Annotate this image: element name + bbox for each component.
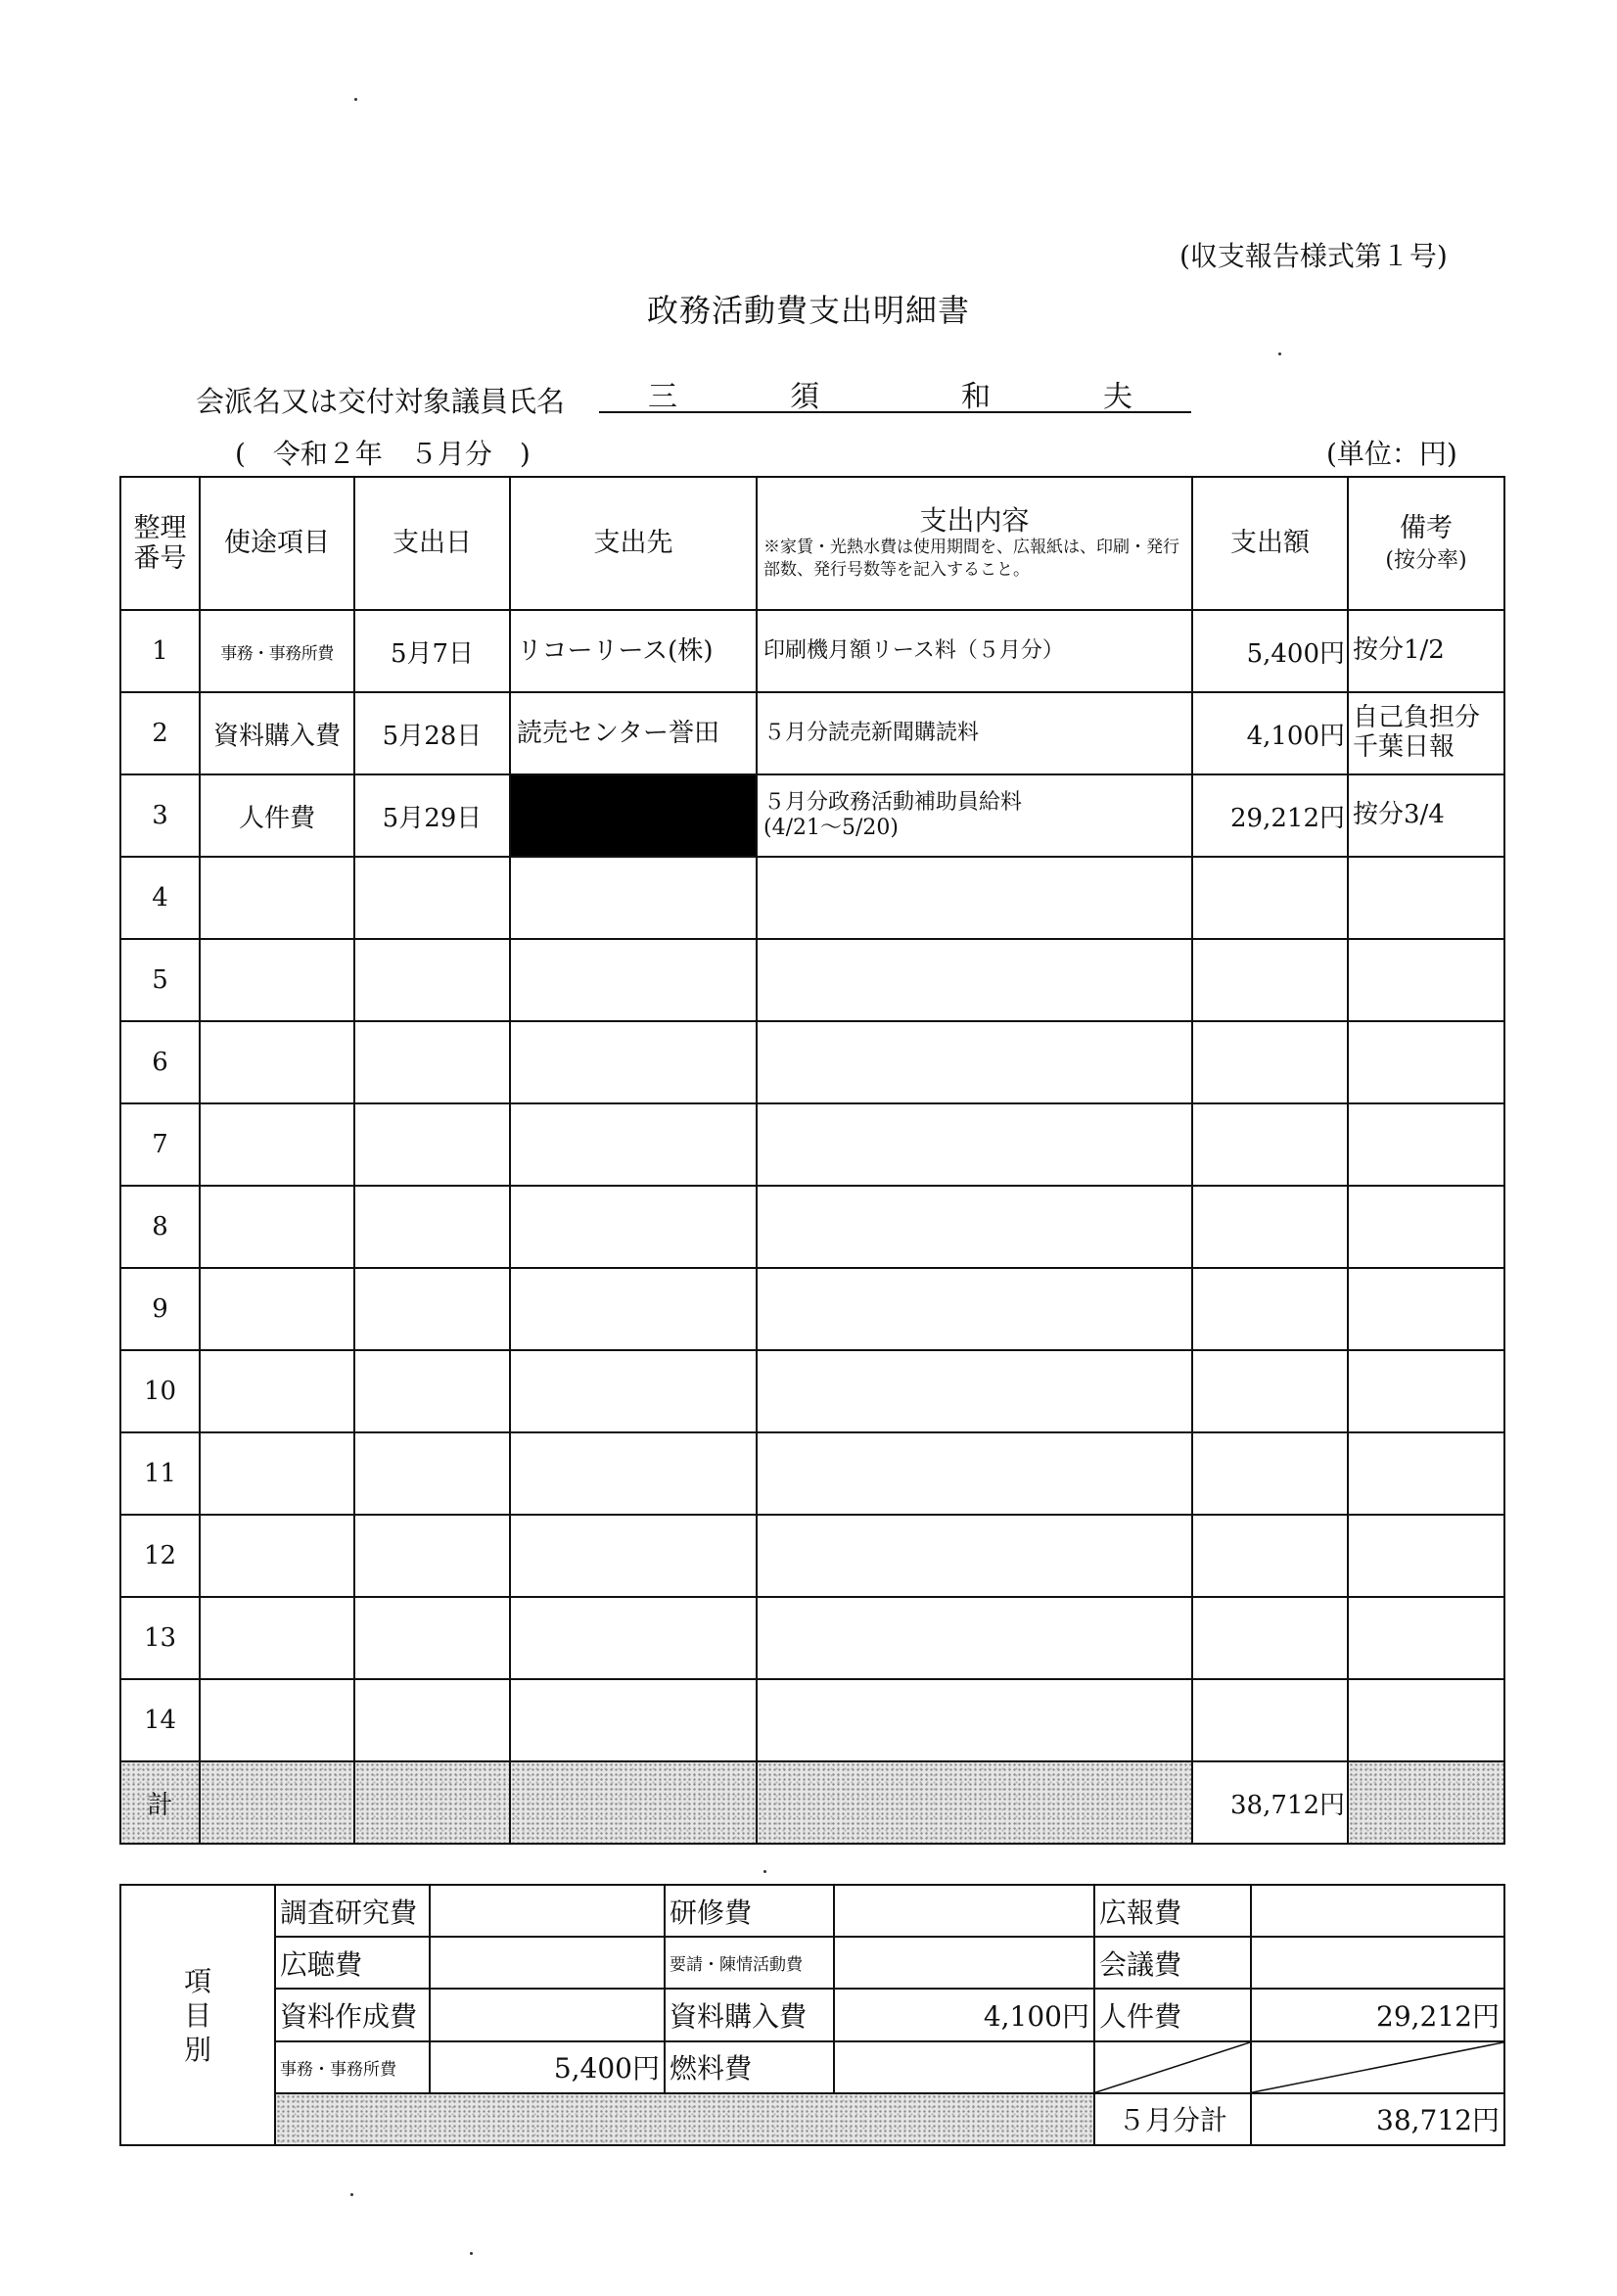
cell-no: 12 — [120, 1515, 200, 1597]
cell-detail-line: ５月分読売新聞購読料 — [763, 720, 980, 745]
table-row — [120, 1515, 1504, 1597]
cell-use: 資料購入費 — [200, 692, 354, 774]
table-row — [120, 1432, 1504, 1515]
cell-use — [200, 1186, 354, 1268]
cell-date — [354, 1432, 510, 1515]
cell-payee — [510, 857, 757, 939]
cell-date: 5月29日 — [354, 774, 510, 857]
cell-note — [1348, 857, 1504, 939]
member-name-char: 須 — [790, 380, 819, 414]
cell-detail-line: ５月分政務活動補助員給料 — [763, 789, 1023, 815]
cell-payee — [510, 1350, 757, 1432]
member-name — [599, 372, 1191, 413]
form-number: (収支報告様式第１号) — [1179, 240, 1448, 272]
summary-value-meeting — [1251, 1937, 1504, 1989]
cell-date — [354, 1679, 510, 1761]
cell-payee: 読売センター誉田 — [510, 692, 757, 774]
cell-date: 5月7日 — [354, 610, 510, 692]
header-use: 使途項目 — [200, 477, 354, 610]
table-row — [120, 1350, 1504, 1432]
summary-value-research — [430, 1885, 665, 1937]
shaded-cell — [354, 1761, 510, 1844]
struck-cell — [1094, 2041, 1251, 2093]
cell-no: 3 — [120, 774, 200, 857]
cell-amount — [1192, 1515, 1348, 1597]
diagonal-strike — [1095, 2042, 1250, 2092]
cell-payee — [510, 1268, 757, 1350]
scan-speck — [470, 2252, 473, 2255]
cell-use: 事務・事務所費 — [200, 610, 354, 692]
cell-detail — [757, 1515, 1192, 1597]
cell-amount: 4,100円 — [1192, 692, 1348, 774]
scan-speck — [354, 98, 357, 101]
cell-note — [1348, 1268, 1504, 1350]
cell-no: 8 — [120, 1186, 200, 1268]
summary-value-document-creation — [430, 1989, 665, 2040]
cell-use — [200, 1103, 354, 1186]
scan-speck — [350, 2193, 353, 2196]
cell-date — [354, 1515, 510, 1597]
table-row — [120, 610, 1504, 692]
cell-payee — [510, 1103, 757, 1186]
summary-value-document-purchase: 4,100円 — [834, 1989, 1094, 2040]
cell-use — [200, 1679, 354, 1761]
cell-amount — [1192, 1186, 1348, 1268]
cell-payee — [510, 939, 757, 1021]
shaded-cell — [200, 1761, 354, 1844]
total-label: 計 — [120, 1761, 200, 1844]
cell-detail — [757, 692, 1192, 774]
header-detail — [757, 477, 1192, 610]
cell-no: 7 — [120, 1103, 200, 1186]
scan-speck — [763, 1870, 766, 1873]
summary-value-petition — [834, 1937, 1094, 1989]
summary-label-fuel: 燃料費 — [665, 2041, 834, 2093]
summary-label-office: 事務・事務所費 — [275, 2041, 430, 2093]
summary-value-public-relations — [1251, 1885, 1504, 1937]
monthly-total-value: 38,712円 — [1251, 2093, 1504, 2145]
cell-detail — [757, 610, 1192, 692]
summary-label-meeting: 会議費 — [1094, 1937, 1251, 1989]
header-note-title: 備考 — [1400, 512, 1453, 543]
cell-amount — [1192, 1679, 1348, 1761]
cell-date — [354, 1350, 510, 1432]
cell-date — [354, 1268, 510, 1350]
cell-amount — [1192, 1021, 1348, 1103]
summary-value-hearing — [430, 1937, 665, 1989]
summary-label-research: 調査研究費 — [275, 1885, 430, 1937]
cell-no: 1 — [120, 610, 200, 692]
cell-payee — [510, 1021, 757, 1103]
struck-cell — [1251, 2041, 1504, 2093]
cell-payee — [510, 1679, 757, 1761]
cell-no: 4 — [120, 857, 200, 939]
cell-note: 按分3/4 — [1348, 774, 1504, 857]
cell-no: 6 — [120, 1021, 200, 1103]
cell-detail — [757, 1268, 1192, 1350]
cell-detail — [757, 1350, 1192, 1432]
summary-label-training: 研修費 — [665, 1885, 834, 1937]
cell-use — [200, 1515, 354, 1597]
cell-no: 10 — [120, 1350, 200, 1432]
payee-redacted — [510, 774, 757, 857]
cell-note — [1348, 1186, 1504, 1268]
cell-amount — [1192, 1103, 1348, 1186]
cell-use — [200, 1432, 354, 1515]
cell-use — [200, 1597, 354, 1679]
summary-label-document-creation: 資料作成費 — [275, 1989, 430, 2040]
cell-amount — [1192, 857, 1348, 939]
cell-use — [200, 857, 354, 939]
cell-date — [354, 1103, 510, 1186]
total-amount: 38,712円 — [1192, 1761, 1348, 1844]
scan-speck — [1278, 352, 1281, 355]
summary-label-personnel: 人件費 — [1094, 1989, 1251, 2040]
cell-no: 14 — [120, 1679, 200, 1761]
table-header-row — [120, 477, 1504, 610]
cell-use — [200, 1350, 354, 1432]
header-note-sub: (按分率) — [1385, 548, 1467, 573]
monthly-total-label: ５月分計 — [1094, 2093, 1251, 2145]
cell-no: 9 — [120, 1268, 200, 1350]
cell-amount — [1192, 1350, 1348, 1432]
cell-date — [354, 1021, 510, 1103]
cell-note: 按分1/2 — [1348, 610, 1504, 692]
cell-detail — [757, 774, 1192, 857]
cell-date — [354, 1597, 510, 1679]
cell-detail — [757, 939, 1192, 1021]
table-row — [120, 1268, 1504, 1350]
cell-amount: 5,400円 — [1192, 610, 1348, 692]
table-row — [120, 1597, 1504, 1679]
cell-note: 自己負担分千葉日報 — [1348, 692, 1504, 774]
cell-amount — [1192, 1597, 1348, 1679]
cell-use — [200, 939, 354, 1021]
cell-note — [1348, 1021, 1504, 1103]
cell-use: 人件費 — [200, 774, 354, 857]
document-title: 政務活動費支出明細書 — [646, 292, 970, 329]
header-amount: 支出額 — [1192, 477, 1348, 610]
summary-value-personnel: 29,212円 — [1251, 1989, 1504, 2040]
cell-payee — [510, 1186, 757, 1268]
header-detail-title: 支出内容 — [919, 503, 1030, 537]
cell-amount — [1192, 1268, 1348, 1350]
cell-amount — [1192, 1432, 1348, 1515]
shaded-cell — [757, 1761, 1192, 1844]
cell-note — [1348, 1432, 1504, 1515]
expense-detail-table — [119, 476, 1503, 1835]
table-row — [120, 857, 1504, 939]
summary-label-public-relations: 広報費 — [1094, 1885, 1251, 1937]
diagonal-strike — [1252, 2042, 1503, 2092]
cell-detail — [757, 1432, 1192, 1515]
summary-value-training — [834, 1885, 1094, 1937]
table-row — [120, 1186, 1504, 1268]
header-payee: 支出先 — [510, 477, 757, 610]
table-row — [120, 774, 1504, 857]
cell-use — [200, 1268, 354, 1350]
cell-amount — [1192, 939, 1348, 1021]
header-note — [1348, 477, 1504, 610]
cell-note — [1348, 1515, 1504, 1597]
cell-payee — [510, 1432, 757, 1515]
member-label: 会派名又は交付対象議員氏名 — [196, 385, 566, 418]
summary-label-document-purchase: 資料購入費 — [665, 1989, 834, 2040]
cell-payee: リコーリース(株) — [510, 610, 757, 692]
summary-value-office: 5,400円 — [430, 2041, 665, 2093]
cell-detail — [757, 1103, 1192, 1186]
cell-detail — [757, 857, 1192, 939]
cell-detail-line: 印刷機月額リース料（５月分） — [763, 637, 1064, 663]
member-name-char: 三 — [648, 380, 677, 414]
cell-payee — [510, 1515, 757, 1597]
summary-value-fuel — [834, 2041, 1094, 2093]
cell-date — [354, 1186, 510, 1268]
shaded-cell — [1348, 1761, 1504, 1844]
cell-no: 11 — [120, 1432, 200, 1515]
cell-detail — [757, 1186, 1192, 1268]
shaded-cell — [510, 1761, 757, 1844]
cell-no: 2 — [120, 692, 200, 774]
cell-no: 13 — [120, 1597, 200, 1679]
cell-detail — [757, 1021, 1192, 1103]
category-summary-table — [119, 1884, 1503, 2146]
header-no: 整理番号 — [120, 477, 200, 610]
cell-date — [354, 939, 510, 1021]
cell-note — [1348, 1103, 1504, 1186]
cell-no: 5 — [120, 939, 200, 1021]
member-name-char: 夫 — [1103, 380, 1132, 414]
cell-note — [1348, 1679, 1504, 1761]
cell-amount: 29,212円 — [1192, 774, 1348, 857]
cell-detail — [757, 1679, 1192, 1761]
total-row — [120, 1761, 1504, 1844]
table-row — [120, 939, 1504, 1021]
summary-side-label: 項 目 別 — [120, 1885, 275, 2145]
cell-note — [1348, 939, 1504, 1021]
table-row — [120, 692, 1504, 774]
table-row — [120, 1103, 1504, 1186]
header-detail-note: ※家賃・光熱水費は使用期間を、広報紙は、印刷・発行部数、発行号数等を記入すること。 — [763, 538, 1179, 581]
cell-use — [200, 1021, 354, 1103]
table-row — [120, 1679, 1504, 1761]
report-period: ( 令和２年 ５月分 ) — [235, 438, 531, 470]
cell-detail-line2: (4/21～5/20) — [763, 816, 899, 840]
member-name-char: 和 — [961, 380, 991, 414]
header-date: 支出日 — [354, 477, 510, 610]
table-row — [120, 1021, 1504, 1103]
cell-date — [354, 857, 510, 939]
shaded-cell — [275, 2093, 1094, 2145]
summary-label-petition: 要請・陳情活動費 — [665, 1937, 834, 1989]
summary-label-hearing: 広聴費 — [275, 1937, 430, 1989]
cell-note — [1348, 1350, 1504, 1432]
cell-detail — [757, 1597, 1192, 1679]
unit-label: (単位：円) — [1326, 438, 1457, 470]
cell-note — [1348, 1597, 1504, 1679]
cell-payee — [510, 1597, 757, 1679]
cell-date: 5月28日 — [354, 692, 510, 774]
